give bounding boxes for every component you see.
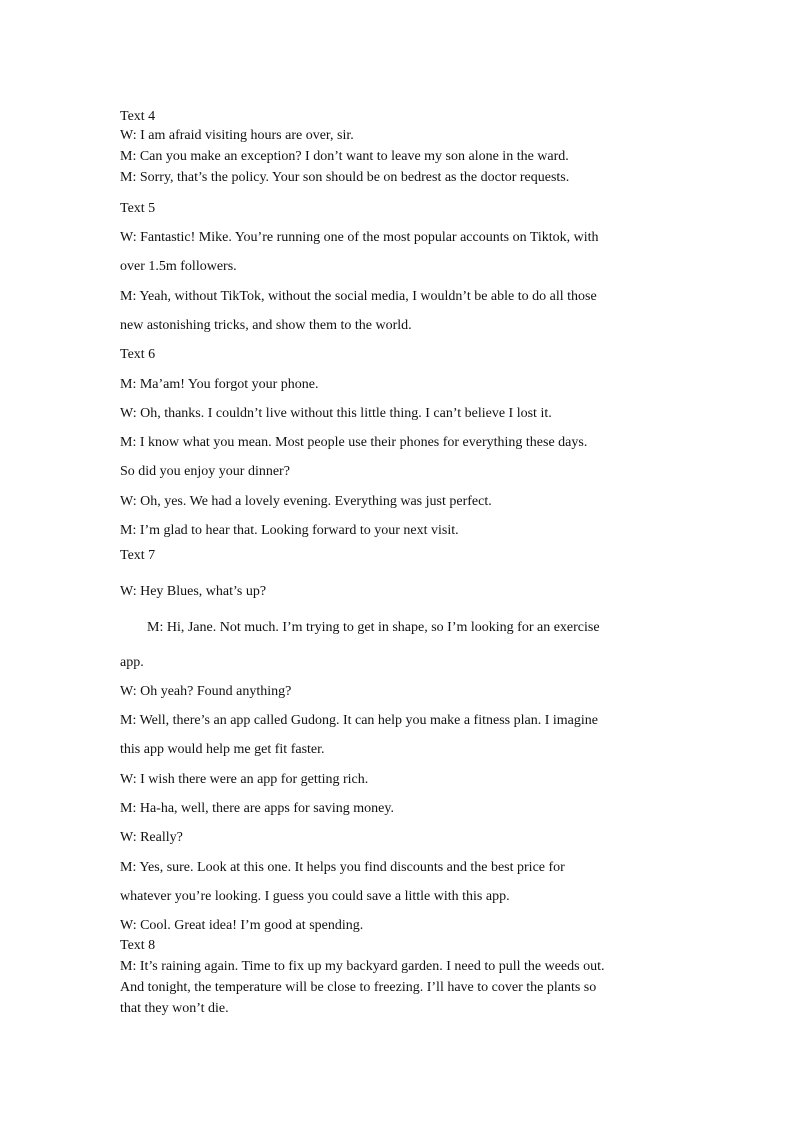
dialogue-line: M: Can you make an exception? I don’t want to leave my son alone in the ward. [120, 149, 569, 164]
dialogue-line: W: I wish there were an app for getting rich. [120, 772, 369, 787]
dialogue-line: that they won’t die. [120, 1001, 229, 1016]
dialogue-line: M: I know what you mean. Most people use their phones for everything these days. [120, 435, 588, 450]
section-heading-text-8: Text 8 [120, 938, 156, 953]
dialogue-line: M: It’s raining again. Time to fix up my backyard garden. I need to pull the weeds out. [120, 959, 605, 974]
dialogue-line: And tonight, the temperature will be close to freezing. I’ll have to cover the plants so [120, 980, 597, 995]
dialogue-line: M: Hi, Jane. Not much. I’m trying to get in shape, so I’m looking for an exercise [147, 620, 600, 635]
dialogue-line: M: Well, there’s an app called Gudong. It can help you make a fitness plan. I imagine [120, 713, 598, 728]
dialogue-line: M: Ha-ha, well, there are apps for saving money. [120, 801, 394, 816]
dialogue-line: whatever you’re looking. I guess you could save a little with this app. [120, 889, 510, 904]
dialogue-line: W: Oh, thanks. I couldn’t live without this little thing. I can’t believe I lost it. [120, 406, 552, 421]
dialogue-line: W: Fantastic! Mike. You’re running one of the most popular accounts on Tiktok, with [120, 230, 599, 245]
section-heading-text-4: Text 4 [120, 109, 156, 124]
dialogue-line: W: Oh, yes. We had a lovely evening. Everything was just perfect. [120, 494, 492, 509]
dialogue-line: M: Yes, sure. Look at this one. It helps you find discounts and the best price for [120, 860, 565, 875]
dialogue-line: M: Sorry, that’s the policy. Your son should be on bedrest as the doctor requests. [120, 170, 570, 185]
section-heading-text-7: Text 7 [120, 548, 156, 563]
dialogue-line: W: Really? [120, 830, 183, 845]
dialogue-line: over 1.5m followers. [120, 259, 237, 274]
dialogue-line: So did you enjoy your dinner? [120, 464, 290, 479]
dialogue-line: W: Oh yeah? Found anything? [120, 684, 292, 699]
dialogue-line: W: Hey Blues, what’s up? [120, 584, 267, 599]
dialogue-line: M: Ma’am! You forgot your phone. [120, 377, 319, 392]
dialogue-line: new astonishing tricks, and show them to the world. [120, 318, 412, 333]
dialogue-line: app. [120, 655, 144, 670]
dialogue-line: W: I am afraid visiting hours are over, sir. [120, 128, 354, 143]
dialogue-line: W: Cool. Great idea! I’m good at spending. [120, 918, 364, 933]
dialogue-line: this app would help me get fit faster. [120, 742, 325, 757]
section-heading-text-5: Text 5 [120, 201, 156, 216]
dialogue-line: M: I’m glad to hear that. Looking forward to your next visit. [120, 523, 459, 538]
section-heading-text-6: Text 6 [120, 347, 156, 362]
dialogue-line: M: Yeah, without TikTok, without the social media, I wouldn’t be able to do all those [120, 289, 597, 304]
